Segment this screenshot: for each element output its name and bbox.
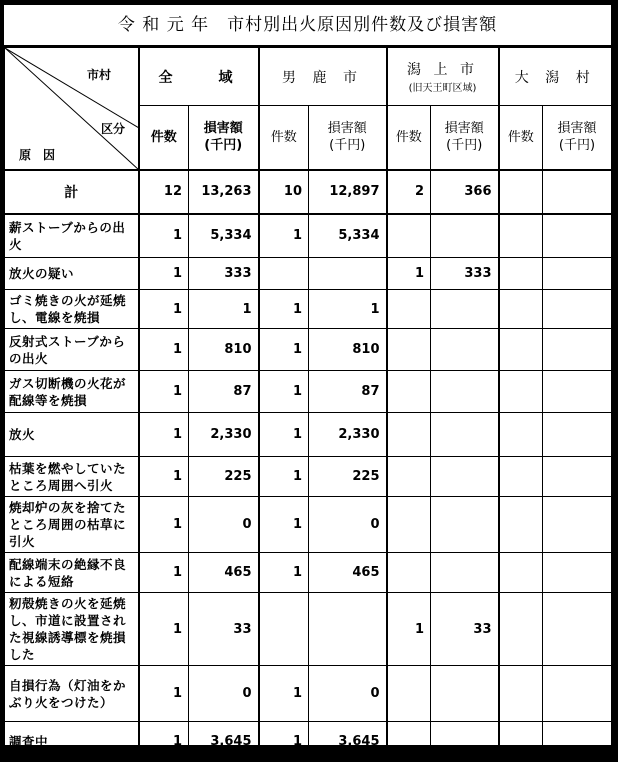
count-cell (387, 666, 431, 722)
damage-cell: 0 (309, 666, 387, 722)
damage-cell: 225 (309, 457, 387, 497)
damage-cell (431, 497, 499, 553)
count-cell: 1 (139, 371, 189, 413)
table-row (5, 722, 612, 762)
table-row (5, 666, 612, 722)
table-row (5, 329, 612, 371)
count-header: 件数 (259, 106, 309, 170)
count-cell: 1 (139, 258, 189, 290)
count-cell (499, 413, 543, 457)
count-cell (259, 258, 309, 290)
damage-cell: 465 (309, 553, 387, 593)
count-cell (387, 371, 431, 413)
cause-cell: 調査中 (5, 722, 139, 762)
damage-cell (431, 666, 499, 722)
total-cell: 12 (139, 170, 189, 214)
damage-cell: 33 (189, 593, 259, 666)
count-cell: 1 (139, 593, 189, 666)
city-header-oga: 男 鹿 市 (259, 48, 387, 106)
count-cell: 1 (139, 497, 189, 553)
cause-cell: 放火 (5, 413, 139, 457)
damage-cell (431, 290, 499, 329)
damage-cell (309, 258, 387, 290)
count-cell: 1 (387, 258, 431, 290)
count-cell: 1 (259, 666, 309, 722)
category-axis-label: 区分 (101, 122, 126, 136)
count-header: 件数 (499, 106, 543, 170)
damage-cell (431, 214, 499, 258)
damage-cell (543, 593, 612, 666)
count-cell (387, 722, 431, 762)
cause-cell: 放火の疑い (5, 258, 139, 290)
city-header-ogata: 大 潟 村 (499, 48, 612, 106)
count-cell: 1 (139, 722, 189, 762)
damage-cell: 0 (189, 666, 259, 722)
total-label: 計 (5, 170, 139, 214)
total-cell (543, 170, 612, 214)
count-cell: 1 (259, 329, 309, 371)
count-cell: 1 (139, 290, 189, 329)
damage-header: 損害額 (千円) (309, 106, 387, 170)
damage-header: 損害額 (千円) (543, 106, 612, 170)
total-row (5, 170, 612, 214)
table-row (5, 214, 612, 258)
table-title: 令 和 元 年 市村別出火原因別件数及び損害額 (4, 5, 611, 47)
total-cell: 12,897 (309, 170, 387, 214)
damage-cell: 810 (189, 329, 259, 371)
count-cell (387, 290, 431, 329)
count-cell (499, 457, 543, 497)
count-cell (387, 497, 431, 553)
table-row (5, 413, 612, 457)
count-cell (499, 214, 543, 258)
damage-header: 損害額 (千円) (431, 106, 499, 170)
count-cell: 1 (259, 290, 309, 329)
table-row (5, 371, 612, 413)
count-cell (499, 329, 543, 371)
count-cell (259, 593, 309, 666)
count-header: 件数 (139, 106, 189, 170)
count-cell (499, 371, 543, 413)
fire-cause-table (4, 47, 612, 762)
total-cell: 10 (259, 170, 309, 214)
damage-cell: 5,334 (309, 214, 387, 258)
count-cell: 1 (139, 413, 189, 457)
count-cell (499, 497, 543, 553)
count-cell: 1 (139, 214, 189, 258)
damage-cell: 333 (431, 258, 499, 290)
count-cell (499, 666, 543, 722)
damage-cell: 3,645 (189, 722, 259, 762)
damage-cell (431, 413, 499, 457)
damage-cell: 2,330 (309, 413, 387, 457)
city-header-all: 全 域 (139, 48, 259, 106)
total-cell: 2 (387, 170, 431, 214)
damage-cell (543, 371, 612, 413)
corner-header (5, 48, 139, 170)
count-cell: 1 (139, 329, 189, 371)
count-cell (387, 413, 431, 457)
damage-cell (543, 214, 612, 258)
damage-cell: 1 (309, 290, 387, 329)
cause-axis-label: 原 因 (19, 148, 56, 162)
table-row (5, 290, 612, 329)
total-cell: 366 (431, 170, 499, 214)
count-cell: 1 (259, 413, 309, 457)
damage-cell (543, 329, 612, 371)
damage-cell: 3,645 (309, 722, 387, 762)
count-cell (499, 722, 543, 762)
damage-cell: 87 (309, 371, 387, 413)
damage-cell: 2,330 (189, 413, 259, 457)
count-cell: 1 (139, 553, 189, 593)
damage-cell (543, 413, 612, 457)
damage-cell: 87 (189, 371, 259, 413)
count-cell: 1 (139, 666, 189, 722)
table-row (5, 457, 612, 497)
cause-cell: 薪ストーブからの出火 (5, 214, 139, 258)
total-cell (499, 170, 543, 214)
damage-cell (543, 722, 612, 762)
damage-cell: 33 (431, 593, 499, 666)
cause-cell: 籾殻焼きの火を延焼し、市道に設置された視線誘導標を焼損した (5, 593, 139, 666)
count-cell: 1 (259, 722, 309, 762)
count-cell (499, 290, 543, 329)
damage-cell (543, 258, 612, 290)
damage-cell: 5,334 (189, 214, 259, 258)
count-cell (387, 329, 431, 371)
damage-cell: 333 (189, 258, 259, 290)
cause-cell: 自損行為（灯油をかぶり火をつけた） (5, 666, 139, 722)
damage-cell (543, 553, 612, 593)
cause-cell: ガス切断機の火花が配線等を焼損 (5, 371, 139, 413)
count-cell: 1 (259, 553, 309, 593)
damage-cell: 810 (309, 329, 387, 371)
damage-cell (543, 497, 612, 553)
cause-cell: 反射式ストーブからの出火 (5, 329, 139, 371)
cause-cell: 配線端末の絶縁不良による短絡 (5, 553, 139, 593)
damage-cell: 0 (189, 497, 259, 553)
count-cell (499, 593, 543, 666)
cause-cell: ゴミ焼きの火が延焼し、電線を焼損 (5, 290, 139, 329)
city-header-katagami: 潟 上 市 (旧天王町区域) (387, 48, 499, 106)
cause-cell: 枯葉を燃やしていたところ周囲へ引火 (5, 457, 139, 497)
damage-cell: 1 (189, 290, 259, 329)
cause-cell: 焼却炉の灰を捨てたところ周囲の枯草に引火 (5, 497, 139, 553)
total-cell: 13,263 (189, 170, 259, 214)
damage-header: 損害額 (千円) (189, 106, 259, 170)
table-row (5, 258, 612, 290)
damage-cell (431, 457, 499, 497)
count-cell: 1 (259, 457, 309, 497)
count-cell: 1 (259, 497, 309, 553)
damage-cell (309, 593, 387, 666)
count-cell: 1 (139, 457, 189, 497)
table-body (5, 170, 612, 762)
damage-cell (431, 329, 499, 371)
damage-cell (543, 666, 612, 722)
count-cell: 1 (259, 214, 309, 258)
damage-cell (431, 553, 499, 593)
city-note: (旧天王町区域) (408, 83, 477, 94)
count-cell: 1 (387, 593, 431, 666)
damage-cell: 225 (189, 457, 259, 497)
damage-cell (543, 457, 612, 497)
report-sheet (2, 3, 613, 747)
damage-cell: 465 (189, 553, 259, 593)
count-cell: 1 (259, 371, 309, 413)
table-row (5, 553, 612, 593)
table-row (5, 497, 612, 553)
damage-cell: 0 (309, 497, 387, 553)
damage-cell (543, 290, 612, 329)
count-cell (387, 553, 431, 593)
damage-cell (431, 722, 499, 762)
count-header: 件数 (387, 106, 431, 170)
count-cell (387, 214, 431, 258)
city-axis-label: 市村 (87, 68, 112, 82)
count-cell (499, 553, 543, 593)
count-cell (387, 457, 431, 497)
table-row (5, 593, 612, 666)
damage-cell (431, 371, 499, 413)
count-cell (499, 258, 543, 290)
